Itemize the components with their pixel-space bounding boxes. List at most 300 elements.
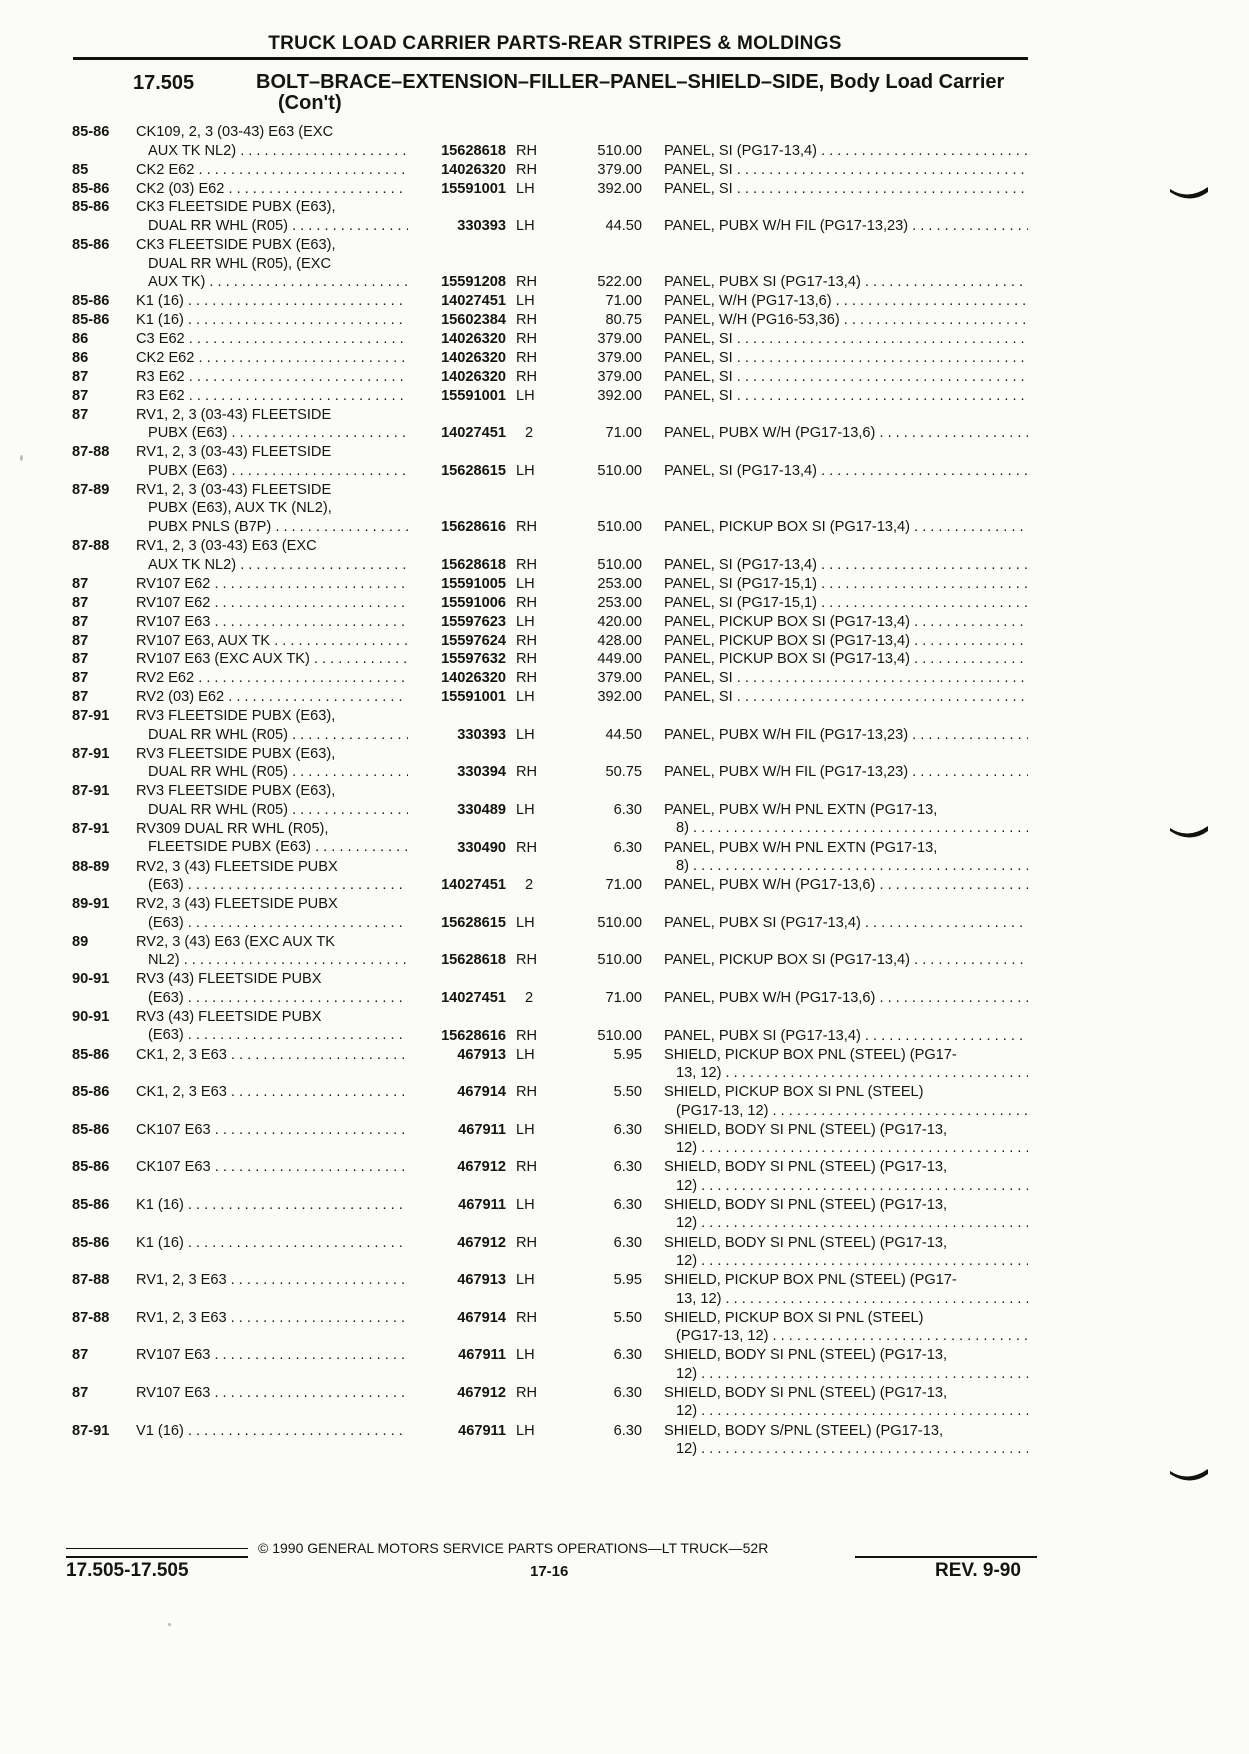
row-description bbox=[136, 1196, 408, 1215]
row-part-name bbox=[664, 180, 1028, 199]
row-description-line: K1 (16) . . . bbox=[136, 292, 408, 311]
row-description-line: DUAL RR WHL (R05) . . . bbox=[136, 217, 408, 236]
row-side: LH bbox=[516, 218, 535, 235]
row-description-line: RV2, 3 (43) FLEETSIDE PUBX bbox=[136, 858, 338, 875]
row-description bbox=[136, 481, 408, 537]
row-description bbox=[136, 406, 408, 443]
row-part-name-line: PANEL, PUBX SI (PG17-13,4) . . . bbox=[664, 1027, 1028, 1046]
row-price: 71.00 bbox=[605, 293, 642, 310]
row-price: 44.50 bbox=[605, 726, 642, 743]
table-row bbox=[0, 161, 1249, 180]
row-description-line: RV107 E63 . . . bbox=[136, 613, 408, 632]
row-part-name-line: PANEL, PICKUP BOX SI (PG17-13,4) . . . bbox=[664, 650, 1028, 669]
row-price: 510.00 bbox=[597, 519, 642, 536]
row-side: LH bbox=[516, 180, 535, 197]
row-years: 88-89 bbox=[72, 858, 110, 875]
row-part-name-line: SHIELD, PICKUP BOX PNL (STEEL) (PG17- bbox=[664, 1272, 957, 1289]
row-side: LH bbox=[516, 1272, 535, 1289]
row-side: RH bbox=[516, 556, 538, 573]
footer-section-range: 17.505-17.505 bbox=[66, 1560, 189, 1581]
row-part-number: 14026320 bbox=[441, 670, 506, 687]
row-part-name-line: PANEL, PUBX W/H PNL EXTN (PG17-13, bbox=[664, 839, 938, 856]
row-part-name bbox=[664, 650, 1028, 669]
row-part-name-line: PANEL, PUBX W/H (PG17-13,6) . . . bbox=[664, 424, 1028, 443]
row-part-name-line: PANEL, W/H (PG16-53,36) . . . bbox=[664, 311, 1028, 330]
row-description bbox=[136, 632, 408, 651]
row-part-name-line: SHIELD, PICKUP BOX SI PNL (STEEL) bbox=[664, 1309, 924, 1326]
row-description-line: K1 (16) . . . bbox=[136, 1196, 408, 1215]
row-description-line: RV107 E62 . . . bbox=[136, 594, 408, 613]
row-years: 86 bbox=[72, 350, 89, 366]
row-part-number: 15597632 bbox=[441, 651, 506, 668]
binder-hole-mark-icon bbox=[1168, 183, 1210, 203]
row-part-name bbox=[664, 594, 1028, 613]
row-side: RH bbox=[516, 1234, 538, 1251]
row-years: 87 bbox=[72, 368, 89, 385]
row-part-name-line: SHIELD, BODY SI PNL (STEEL) (PG17-13, bbox=[664, 1121, 948, 1138]
table-row bbox=[0, 406, 1249, 443]
row-price: 420.00 bbox=[597, 613, 642, 630]
row-side: RH bbox=[516, 670, 538, 687]
table-row bbox=[0, 1384, 1249, 1421]
row-side: LH bbox=[516, 1347, 535, 1364]
row-years: 87-91 bbox=[72, 1422, 110, 1439]
row-part-name bbox=[664, 311, 1028, 330]
binder-hole-mark-icon bbox=[1168, 822, 1210, 842]
row-part-name-line: PANEL, PUBX W/H (PG17-13,6) . . . bbox=[664, 876, 1028, 895]
row-part-name-line: SHIELD, BODY SI PNL (STEEL) (PG17-13, bbox=[664, 1234, 948, 1251]
row-description-line: RV107 E62 . . . bbox=[136, 575, 408, 594]
row-description-line: RV1, 2, 3 (03-43) FLEETSIDE bbox=[136, 444, 332, 461]
row-part-name bbox=[664, 876, 1028, 895]
row-description-line: AUX TK NL2) . . . bbox=[136, 142, 408, 161]
row-years: 85-86 bbox=[72, 1159, 110, 1176]
row-side: RH bbox=[516, 651, 538, 668]
row-part-number: 330394 bbox=[457, 764, 506, 781]
row-years: 85-86 bbox=[72, 312, 110, 329]
row-part-name bbox=[664, 1346, 1028, 1383]
row-years: 85-86 bbox=[72, 293, 110, 310]
row-description bbox=[136, 311, 408, 330]
row-part-name-line: PANEL, PUBX W/H (PG17-13,6) . . . bbox=[664, 989, 1028, 1008]
row-description-line: RV309 DUAL RR WHL (R05), bbox=[136, 820, 329, 837]
row-part-name bbox=[664, 142, 1028, 161]
row-part-number: 15591001 bbox=[441, 180, 506, 197]
row-description bbox=[136, 292, 408, 311]
row-description-line: RV2 E62 . . . bbox=[136, 669, 408, 688]
row-years: 90-91 bbox=[72, 971, 110, 988]
footer-copyright: © 1990 GENERAL MOTORS SERVICE PARTS OPERATIONS—LT TRUCK—52R bbox=[258, 1540, 769, 1556]
row-part-name-line: PANEL, PICKUP BOX SI (PG17-13,4) . . . bbox=[664, 951, 1028, 970]
footer-rule-right bbox=[855, 1556, 1037, 1558]
row-part-name-line: PANEL, SI (PG17-13,4) . . . bbox=[664, 556, 1028, 575]
row-price: 80.75 bbox=[605, 312, 642, 329]
row-description bbox=[136, 1121, 408, 1140]
row-description bbox=[136, 180, 408, 199]
row-part-name bbox=[664, 1027, 1028, 1046]
row-part-name-line: 12) . . . bbox=[664, 1177, 1028, 1196]
row-part-name-line: SHIELD, BODY SI PNL (STEEL) (PG17-13, bbox=[664, 1347, 948, 1364]
row-price: 253.00 bbox=[597, 594, 642, 611]
row-price: 6.30 bbox=[613, 1196, 642, 1213]
row-part-number: 14026320 bbox=[441, 161, 506, 178]
row-description-line: RV3 (43) FLEETSIDE PUBX bbox=[136, 1008, 322, 1025]
row-years: 86 bbox=[72, 331, 89, 348]
row-side: LH bbox=[516, 689, 535, 706]
row-part-number: 467911 bbox=[458, 1121, 506, 1138]
row-part-name-line: PANEL, SI . . . bbox=[664, 387, 1028, 406]
row-price: 428.00 bbox=[597, 632, 642, 649]
row-part-name-line: PANEL, PUBX W/H FIL (PG17-13,23) . . . bbox=[664, 217, 1028, 236]
row-years: 85-86 bbox=[72, 1196, 110, 1213]
row-description-line: PUBX (E63) . . . bbox=[136, 462, 408, 481]
table-row bbox=[0, 368, 1249, 387]
row-part-number: 330393 bbox=[457, 218, 506, 235]
row-part-number: 330489 bbox=[457, 801, 506, 818]
row-part-name bbox=[664, 330, 1028, 349]
row-part-name bbox=[664, 1083, 1028, 1120]
row-description-line: (E63) . . . bbox=[136, 914, 408, 933]
row-price: 510.00 bbox=[597, 1027, 642, 1044]
table-row bbox=[0, 1309, 1249, 1346]
row-years: 87 bbox=[72, 613, 89, 630]
row-part-name bbox=[664, 1046, 1028, 1083]
table-row bbox=[0, 970, 1249, 1007]
row-description bbox=[136, 1309, 408, 1328]
row-description-line: CK2 E62 . . . bbox=[136, 349, 408, 368]
row-part-name-line: 8) . . . bbox=[664, 857, 1028, 876]
row-description bbox=[136, 1083, 408, 1102]
row-description-line: CK2 (03) E62 . . . bbox=[136, 180, 408, 199]
row-description-line: RV3 FLEETSIDE PUBX (E63), bbox=[136, 708, 336, 725]
row-part-name bbox=[664, 613, 1028, 632]
table-row bbox=[0, 1083, 1249, 1120]
row-description-line: K1 (16) . . . bbox=[136, 311, 408, 330]
row-side: 2 bbox=[524, 877, 534, 894]
row-description bbox=[136, 1046, 408, 1065]
row-description bbox=[136, 613, 408, 632]
row-years: 89 bbox=[72, 933, 89, 950]
row-side: LH bbox=[516, 575, 535, 592]
row-description bbox=[136, 707, 408, 744]
row-part-name-line: 12) . . . bbox=[664, 1440, 1028, 1459]
row-part-name-line: PANEL, SI . . . bbox=[664, 368, 1028, 387]
row-part-name bbox=[664, 424, 1028, 443]
row-part-name-line: (PG17-13, 12) . . . bbox=[664, 1327, 1028, 1346]
row-part-name-line: PANEL, SI (PG17-13,4) . . . bbox=[664, 142, 1028, 161]
row-price: 379.00 bbox=[597, 350, 642, 366]
row-price: 44.50 bbox=[605, 218, 642, 235]
table-row bbox=[0, 1422, 1249, 1459]
row-price: 510.00 bbox=[597, 952, 642, 969]
row-years: 87-91 bbox=[72, 820, 110, 837]
row-price: 392.00 bbox=[597, 689, 642, 706]
row-description-line: RV1, 2, 3 (03-43) FLEETSIDE bbox=[136, 481, 332, 498]
row-part-number: 467911 bbox=[458, 1422, 506, 1439]
row-part-name-line: PANEL, PICKUP BOX SI (PG17-13,4) . . . bbox=[664, 613, 1028, 632]
row-price: 6.30 bbox=[613, 1121, 642, 1138]
row-description-line: RV107 E63 (EXC AUX TK) . . . bbox=[136, 650, 408, 669]
row-description-line: C3 E62 . . . bbox=[136, 330, 408, 349]
section-number: 17.505 bbox=[133, 72, 195, 94]
row-description-line: R3 E62 . . . bbox=[136, 387, 408, 406]
row-part-number: 15591006 bbox=[441, 594, 506, 611]
row-description-line: NL2) . . . bbox=[136, 951, 408, 970]
row-part-number: 15628618 bbox=[441, 556, 506, 573]
row-description-line: RV107 E63, AUX TK . . . bbox=[136, 632, 408, 651]
row-part-name-line: PANEL, SI . . . bbox=[664, 688, 1028, 707]
row-side: RH bbox=[516, 594, 538, 611]
row-price: 6.30 bbox=[613, 839, 642, 856]
row-description-line: CK1, 2, 3 E63 . . . bbox=[136, 1046, 408, 1065]
row-part-number: 14027451 bbox=[441, 293, 506, 310]
row-years: 85-86 bbox=[72, 1084, 110, 1101]
row-years: 87-91 bbox=[72, 745, 110, 762]
row-description-line: CK1, 2, 3 E63 . . . bbox=[136, 1083, 408, 1102]
row-side: RH bbox=[516, 274, 538, 291]
row-description-line: RV107 E63 . . . bbox=[136, 1346, 408, 1365]
table-row bbox=[0, 632, 1249, 651]
row-description bbox=[136, 198, 408, 235]
table-row bbox=[0, 1008, 1249, 1045]
row-description-line: DUAL RR WHL (R05) . . . bbox=[136, 763, 408, 782]
row-side: RH bbox=[516, 1159, 538, 1176]
row-price: 6.30 bbox=[613, 801, 642, 818]
row-description-line: PUBX PNLS (B7P) . . . bbox=[136, 518, 408, 537]
row-years: 87-91 bbox=[72, 783, 110, 800]
row-price: 5.50 bbox=[613, 1084, 642, 1101]
row-description-line: RV2, 3 (43) FLEETSIDE PUBX bbox=[136, 896, 338, 913]
row-description bbox=[136, 782, 408, 819]
row-description bbox=[136, 123, 408, 160]
table-row bbox=[0, 311, 1249, 330]
row-part-name bbox=[664, 1422, 1028, 1459]
row-part-name bbox=[664, 518, 1028, 537]
row-years: 87-88 bbox=[72, 444, 110, 461]
row-years: 85-86 bbox=[72, 199, 110, 216]
table-row bbox=[0, 688, 1249, 707]
row-part-name bbox=[664, 1271, 1028, 1308]
row-side: LH bbox=[516, 1196, 535, 1213]
row-part-number: 15628616 bbox=[441, 519, 506, 536]
table-row bbox=[0, 349, 1249, 368]
row-side: RH bbox=[516, 1027, 538, 1044]
row-price: 253.00 bbox=[597, 575, 642, 592]
row-description-line: PUBX (E63) . . . bbox=[136, 424, 408, 443]
row-part-name bbox=[664, 575, 1028, 594]
row-price: 392.00 bbox=[597, 387, 642, 404]
row-part-name bbox=[664, 763, 1028, 782]
row-part-number: 15628618 bbox=[441, 952, 506, 969]
table-row bbox=[0, 613, 1249, 632]
row-part-name-line: PANEL, SI . . . bbox=[664, 330, 1028, 349]
table-row bbox=[0, 575, 1249, 594]
row-price: 6.30 bbox=[613, 1384, 642, 1401]
row-years: 87-91 bbox=[72, 708, 110, 725]
table-row bbox=[0, 858, 1249, 895]
row-years: 87-88 bbox=[72, 1272, 110, 1289]
row-side: RH bbox=[516, 1084, 538, 1101]
row-part-number: 467912 bbox=[457, 1234, 506, 1251]
row-side: LH bbox=[516, 914, 535, 931]
row-part-name bbox=[664, 688, 1028, 707]
row-years: 87 bbox=[72, 387, 89, 404]
row-part-name-line: 12) . . . bbox=[664, 1402, 1028, 1421]
row-years: 87 bbox=[72, 594, 89, 611]
row-description bbox=[136, 820, 408, 857]
row-part-number: 15628615 bbox=[441, 914, 506, 931]
row-part-name-line: PANEL, SI (PG17-13,4) . . . bbox=[664, 462, 1028, 481]
row-price: 71.00 bbox=[605, 989, 642, 1006]
row-part-name-line: 8) . . . bbox=[664, 819, 1028, 838]
row-description bbox=[136, 443, 408, 480]
row-description bbox=[136, 537, 408, 574]
table-row bbox=[0, 1234, 1249, 1271]
footer-page-number: 17-16 bbox=[530, 1563, 569, 1580]
row-description-line: RV3 FLEETSIDE PUBX (E63), bbox=[136, 745, 336, 762]
row-part-name-line: 13, 12) . . . bbox=[664, 1290, 1028, 1309]
row-part-number: 14026320 bbox=[441, 368, 506, 385]
row-years: 85 bbox=[72, 161, 89, 178]
row-description-line: (E63) . . . bbox=[136, 989, 408, 1008]
table-row bbox=[0, 481, 1249, 537]
row-side: RH bbox=[516, 142, 538, 159]
row-description-line: RV1, 2, 3 (03-43) FLEETSIDE bbox=[136, 406, 332, 423]
row-part-name bbox=[664, 989, 1028, 1008]
row-price: 510.00 bbox=[597, 462, 642, 479]
row-description-line: RV3 FLEETSIDE PUBX (E63), bbox=[136, 783, 336, 800]
row-description-line: CK3 FLEETSIDE PUBX (E63), bbox=[136, 199, 336, 216]
row-part-number: 330490 bbox=[457, 839, 506, 856]
row-price: 6.30 bbox=[613, 1347, 642, 1364]
table-row bbox=[0, 1158, 1249, 1195]
table-row bbox=[0, 669, 1249, 688]
page-header-title: TRUCK LOAD CARRIER PARTS-REAR STRIPES & MOLDINGS bbox=[268, 33, 842, 54]
row-price: 449.00 bbox=[597, 651, 642, 668]
row-description-line: DUAL RR WHL (R05) . . . bbox=[136, 726, 408, 745]
row-side: LH bbox=[516, 1121, 535, 1138]
row-part-name-line: PANEL, PUBX W/H FIL (PG17-13,23) . . . bbox=[664, 726, 1028, 745]
table-row bbox=[0, 933, 1249, 970]
row-side: LH bbox=[516, 293, 535, 310]
row-description bbox=[136, 594, 408, 613]
row-price: 5.95 bbox=[613, 1272, 642, 1289]
table-row bbox=[0, 1346, 1249, 1383]
row-side: LH bbox=[516, 387, 535, 404]
row-part-name-line: SHIELD, PICKUP BOX SI PNL (STEEL) bbox=[664, 1084, 924, 1101]
row-years: 90-91 bbox=[72, 1008, 110, 1025]
row-part-name-line: PANEL, PUBX W/H FIL (PG17-13,23) . . . bbox=[664, 763, 1028, 782]
row-description bbox=[136, 330, 408, 349]
row-side: LH bbox=[516, 726, 535, 743]
row-part-name bbox=[664, 726, 1028, 745]
table-row bbox=[0, 895, 1249, 932]
row-part-number: 14027451 bbox=[441, 877, 506, 894]
row-description bbox=[136, 349, 408, 368]
row-years: 89-91 bbox=[72, 896, 110, 913]
table-row bbox=[0, 292, 1249, 311]
row-side: LH bbox=[516, 801, 535, 818]
row-part-name-line: 12) . . . bbox=[664, 1214, 1028, 1233]
row-part-name bbox=[664, 632, 1028, 651]
row-description bbox=[136, 1158, 408, 1177]
row-price: 379.00 bbox=[597, 331, 642, 348]
row-part-name bbox=[664, 217, 1028, 236]
row-part-name-line: PANEL, SI (PG17-15,1) . . . bbox=[664, 575, 1028, 594]
row-part-name bbox=[664, 387, 1028, 406]
row-price: 379.00 bbox=[597, 368, 642, 385]
row-part-number: 467913 bbox=[457, 1272, 506, 1289]
table-row bbox=[0, 330, 1249, 349]
row-part-name bbox=[664, 1121, 1028, 1158]
row-description bbox=[136, 669, 408, 688]
row-part-name bbox=[664, 951, 1028, 970]
row-description-line: R3 E62 . . . bbox=[136, 368, 408, 387]
row-price: 379.00 bbox=[597, 670, 642, 687]
row-part-number: 15628616 bbox=[441, 1027, 506, 1044]
row-part-name bbox=[664, 1309, 1028, 1346]
row-price: 510.00 bbox=[597, 914, 642, 931]
row-description-line: FLEETSIDE PUBX (E63) . . . bbox=[136, 838, 408, 857]
row-part-number: 15591001 bbox=[441, 689, 506, 706]
row-part-number: 15591001 bbox=[441, 387, 506, 404]
row-side: LH bbox=[516, 1422, 535, 1439]
row-part-number: 467913 bbox=[457, 1046, 506, 1063]
footer-revision: REV. 9-90 bbox=[935, 1560, 1021, 1581]
row-description-line: (E63) . . . bbox=[136, 876, 408, 895]
row-description bbox=[136, 933, 408, 970]
row-description bbox=[136, 1234, 408, 1253]
row-description-line: CK3 FLEETSIDE PUBX (E63), bbox=[136, 237, 336, 253]
row-part-name-line: 12) . . . bbox=[664, 1139, 1028, 1158]
row-years: 87 bbox=[72, 689, 89, 706]
row-price: 522.00 bbox=[597, 274, 642, 291]
paper-speck bbox=[20, 455, 23, 461]
row-part-name bbox=[664, 1196, 1028, 1233]
row-description bbox=[136, 688, 408, 707]
header-rule bbox=[73, 57, 1028, 60]
row-part-name-line: PANEL, SI (PG17-15,1) . . . bbox=[664, 594, 1028, 613]
row-description-line: AUX TK) . . . bbox=[136, 273, 408, 292]
row-description bbox=[136, 1384, 408, 1403]
row-part-name bbox=[664, 349, 1028, 368]
row-price: 6.30 bbox=[613, 1422, 642, 1439]
row-price: 379.00 bbox=[597, 161, 642, 178]
row-price: 71.00 bbox=[605, 425, 642, 442]
row-part-name-line: SHIELD, PICKUP BOX PNL (STEEL) (PG17- bbox=[664, 1046, 957, 1063]
row-years: 87-88 bbox=[72, 538, 110, 555]
row-description-line: RV1, 2, 3 (03-43) E63 (EXC bbox=[136, 538, 317, 555]
table-row bbox=[0, 745, 1249, 782]
row-part-name bbox=[664, 669, 1028, 688]
row-description-line: K1 (16) . . . bbox=[136, 1234, 408, 1253]
row-description bbox=[136, 236, 408, 292]
row-description-line: RV2 (03) E62 . . . bbox=[136, 688, 408, 707]
row-part-name-line: PANEL, PUBX SI (PG17-13,4) . . . bbox=[664, 273, 1028, 292]
row-part-number: 15597624 bbox=[441, 632, 506, 649]
row-side: RH bbox=[516, 368, 538, 385]
row-part-number: 467914 bbox=[457, 1309, 506, 1326]
table-row bbox=[0, 707, 1249, 744]
table-row bbox=[0, 443, 1249, 480]
row-part-name-line: PANEL, PUBX SI (PG17-13,4) . . . bbox=[664, 914, 1028, 933]
row-side: RH bbox=[516, 952, 538, 969]
footer-rule-left-top bbox=[66, 1548, 248, 1549]
table-row bbox=[0, 198, 1249, 235]
row-years: 85-86 bbox=[72, 124, 110, 140]
row-description bbox=[136, 745, 408, 782]
row-part-number: 467911 bbox=[458, 1347, 506, 1364]
